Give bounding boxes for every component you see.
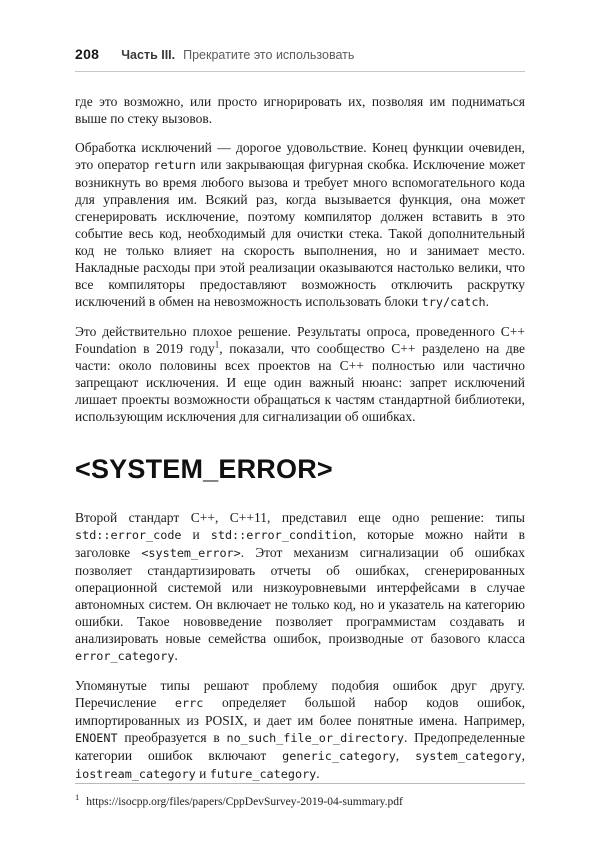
text-run: , которые можно найти в заголовке (75, 526, 525, 560)
text-run: преобразуется в (117, 729, 227, 745)
inline-code: return (153, 158, 197, 172)
text-run: или закрывающая фигурная скобка. Исключение может возникнуть во время любого вызова и требует много вспомогательного кода для управления им. Всякий раз, когда вызывается функция, она может сгенерировать исключение, поэтому компилятор должен вставить в это событие весь код, необходимый для очистки стека. Такой дополнительный код не только влияет на скорость выполнения, но и занимает место. Накладные расходы при этой реализации оказываются настолько велики, что все компиляторы предоставляют возможность отключить раскрутку исключений в обмен на невозможность использовать блоки (75, 157, 525, 309)
paragraph (75, 139, 525, 311)
inline-code: iostream_category (75, 766, 196, 781)
text-run: . Этот механизм сигнализации об ошибках позволяет стандартизировать отчеты об ошибках, сгенерированных операционной системой или низкоуровневыми интерфейсами в случае автономных систем. Он включает не только код, но и указатель на категорию ошибки. Такое нововведение позволяет программистам создавать и анализировать новые семейства ошибок, производные от базового класса (75, 544, 525, 646)
paragraph (75, 509, 525, 665)
text-run: , (521, 747, 526, 763)
paragraph (75, 323, 525, 425)
text-run: . (316, 765, 320, 781)
text-run: и (195, 765, 210, 781)
inline-code: future_category (209, 766, 317, 781)
page-number: 208 (75, 46, 100, 62)
running-head (75, 46, 525, 72)
inline-code: try/catch (421, 295, 486, 309)
inline-code: errc (174, 695, 204, 710)
inline-code: no_such_file_or_directory (226, 730, 405, 745)
footnote-marker: 1 (75, 791, 80, 802)
text-run: где это возможно, или просто игнорировать их, позволяя им подниматься выше по стеку вызовов. (75, 94, 525, 126)
text-run: . (485, 294, 489, 309)
paragraph (75, 93, 525, 127)
text-run: Упомянутые типы решают проблему подобия ошибок друг другу. Перечисление (75, 677, 525, 710)
part-title: Прекратите это использовать (183, 48, 355, 62)
text-run: и (181, 526, 211, 542)
text-run: Второй стандарт C++, C++11, представил еще одно решение: типы (75, 509, 525, 525)
section-heading: <SYSTEM_ERROR> (75, 454, 333, 484)
footnote-text: https://isocpp.org/files/papers/CppDevSurvey-2019-04-summary.pdf (86, 795, 403, 808)
footnote-ref: 1 (214, 339, 220, 350)
inline-code: std::error_code (75, 527, 182, 542)
inline-code: <system_error> (141, 545, 241, 560)
text-run: , показали, что сообщество C++ разделено на две части: около половины всех проектов на C++ полностью или частично запрещают исключения. И еще один важный нюанс: запрет исключений лишает проекты возможности обращаться к частям стандартной библиотеки, использующим исключения для сигнализации об ошибках. (75, 341, 525, 424)
text-run: . (174, 647, 178, 663)
paragraph (75, 677, 525, 783)
text-run: . Предопределенные категории ошибок включают (75, 729, 525, 763)
text-run: Обработка исключений — дорогое удовольствие. Конец функции очевиден, это оператор (75, 140, 525, 172)
inline-code: system_category (415, 748, 522, 763)
text-run: определяет большой набор кодов ошибок, импортированных из POSIX, и дает им более понятные имена. Например, (75, 694, 525, 728)
content-flow (75, 93, 525, 783)
text-run: Это действительно плохое решение. Результаты опроса, проведенного C++ Foundation в 2019 году (75, 324, 525, 356)
inline-code: std::error_condition (210, 527, 353, 542)
inline-code: ENOENT (75, 730, 118, 745)
part-label: Часть III. (121, 48, 176, 62)
footnote (75, 783, 525, 810)
text-run: , (395, 747, 416, 763)
inline-code: error_category (75, 648, 175, 663)
inline-code: generic_category (282, 748, 396, 763)
